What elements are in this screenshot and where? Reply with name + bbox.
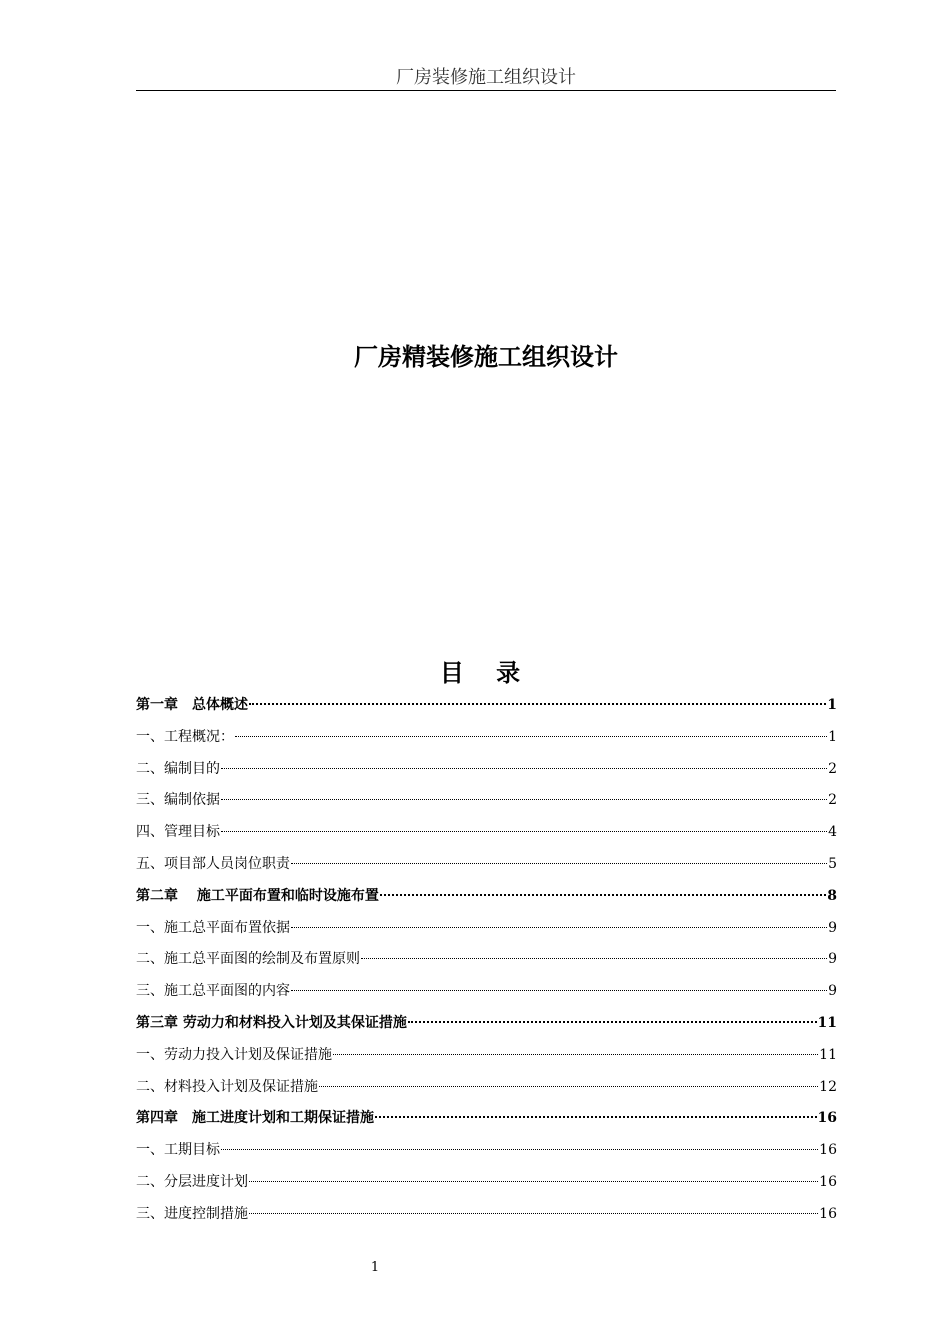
toc-leader-dots [291, 989, 827, 991]
toc-entry[interactable] [136, 722, 837, 754]
toc-entry[interactable] [136, 1167, 837, 1199]
toc-entry-label: 五、项目部人员岗位职责 [136, 855, 290, 872]
toc-entry[interactable] [136, 849, 837, 881]
toc-entry-page: 1 [828, 728, 837, 745]
toc-entry-label: 三、编制依据 [136, 792, 220, 809]
running-header: 厂房装修施工组织设计 [396, 67, 576, 88]
toc-leader-dots [291, 862, 827, 864]
toc-entry-label: 二、施工总平面图的绘制及布置原则 [136, 951, 360, 968]
page-number: 1 [370, 1260, 380, 1275]
toc-entry[interactable] [136, 1072, 837, 1104]
toc-entry-page: 9 [828, 919, 837, 936]
toc-leader-dots [235, 735, 827, 737]
toc-entry[interactable] [136, 1008, 837, 1040]
toc-entry-page: 2 [828, 760, 837, 777]
toc-leader-dots [249, 702, 826, 705]
toc-entry-label: 一、施工总平面布置依据 [136, 919, 290, 936]
toc-entry[interactable] [136, 1199, 837, 1231]
toc-leader-dots [249, 1212, 818, 1214]
toc-leader-dots [375, 1115, 817, 1118]
toc-entry[interactable] [136, 1135, 837, 1167]
toc-entry-label: 二、材料投入计划及保证措施 [136, 1078, 318, 1095]
toc-entry[interactable] [136, 913, 837, 945]
toc-entry-page: 4 [828, 824, 837, 841]
toc-entry-page: 8 [827, 887, 837, 904]
toc-entry-page: 11 [819, 1046, 837, 1063]
toc-entry-label: 第一章 总体概述 [136, 697, 248, 713]
toc-leader-dots [319, 1085, 818, 1087]
toc-entry-label: 第三章 劳动力和材料投入计划及其保证措施 [136, 1014, 407, 1031]
toc-leader-dots [221, 1148, 818, 1150]
toc-entry-page: 12 [819, 1078, 837, 1095]
toc-leader-dots [221, 767, 827, 769]
toc-entry[interactable] [136, 944, 837, 976]
header-rule [136, 90, 836, 91]
toc-entry-page: 16 [817, 1110, 837, 1127]
toc-entry-label: 四、管理目标 [136, 824, 220, 841]
toc-entry[interactable] [136, 1040, 837, 1072]
toc-entry-label: 二、编制目的 [136, 760, 220, 777]
toc-entry-label: 一、工期目标 [136, 1142, 220, 1159]
toc-entry-page: 9 [828, 983, 837, 1000]
toc-entry-page: 5 [828, 855, 837, 872]
toc-entry[interactable] [136, 976, 837, 1008]
toc-entry-page: 16 [819, 1173, 837, 1190]
toc-entry[interactable] [136, 690, 837, 722]
toc-leader-dots [221, 830, 827, 832]
toc-entry-page: 1 [827, 697, 837, 713]
toc-entry[interactable] [136, 817, 837, 849]
toc-entry-label: 一、工程概况： [136, 728, 234, 745]
toc-entry-label: 第四章 施工进度计划和工期保证措施 [136, 1110, 374, 1127]
toc-leader-dots [291, 926, 827, 928]
toc-entry-page: 11 [817, 1014, 837, 1031]
toc-entry-label: 三、施工总平面图的内容 [136, 983, 290, 1000]
toc-entry-label: 一、劳动力投入计划及保证措施 [136, 1046, 332, 1063]
toc-entry[interactable] [136, 785, 837, 817]
toc-leader-dots [333, 1053, 818, 1055]
toc-leader-dots [249, 1180, 818, 1182]
toc-leader-dots [380, 893, 826, 896]
document-title: 厂房精装修施工组织设计 [354, 343, 618, 371]
toc-entry[interactable] [136, 754, 837, 786]
toc-entry-page: 9 [828, 951, 837, 968]
toc-entry[interactable] [136, 881, 837, 913]
toc-entry-page: 16 [819, 1205, 837, 1222]
toc-leader-dots [361, 957, 827, 959]
toc-heading: 目 录 [439, 659, 533, 687]
toc-entry-page: 2 [828, 792, 837, 809]
toc-entry[interactable] [136, 1103, 837, 1135]
toc-leader-dots [221, 798, 827, 800]
toc-entry-label: 二、分层进度计划 [136, 1173, 248, 1190]
toc-entry-label: 三、进度控制措施 [136, 1205, 248, 1222]
toc-entry-label: 第二章 施工平面布置和临时设施布置 [136, 887, 379, 904]
toc-leader-dots [408, 1020, 817, 1023]
toc-entry-page: 16 [819, 1142, 837, 1159]
table-of-contents [136, 690, 837, 1231]
